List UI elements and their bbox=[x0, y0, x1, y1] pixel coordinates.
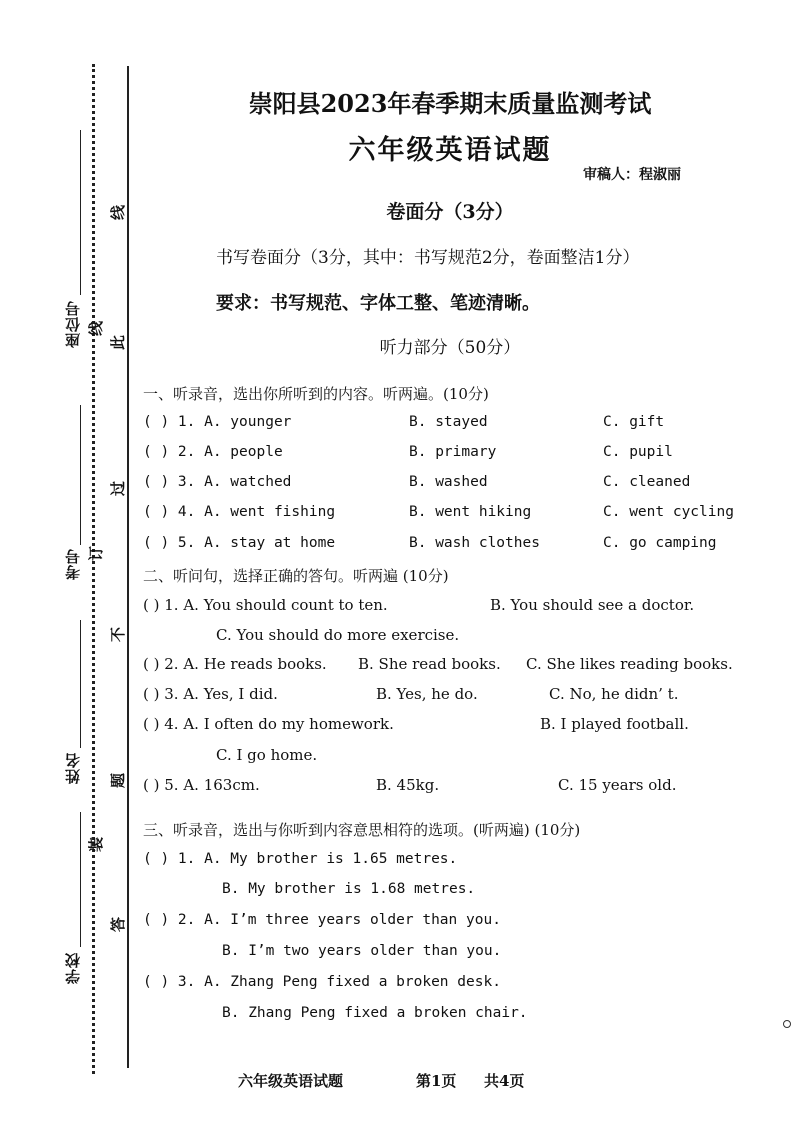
mark-ti: 题 bbox=[109, 772, 128, 789]
s2-q1-option-c: C. You should do more exercise. bbox=[216, 626, 460, 644]
mark-guo: 过 bbox=[109, 480, 128, 497]
name-blank bbox=[80, 620, 81, 748]
mark-da: 答 bbox=[109, 916, 128, 933]
s1-q2-option-b: B. primary bbox=[409, 444, 497, 460]
s1-q1-option-c: C. gift bbox=[603, 414, 665, 430]
name-label: 姓名 bbox=[64, 752, 82, 784]
school-label: 学校 bbox=[64, 952, 82, 984]
s1-q2-option-a: ( ) 2. A. people bbox=[143, 444, 283, 460]
exam-no-blank bbox=[80, 405, 81, 545]
mark-zhuang: 装 bbox=[87, 836, 106, 853]
margin-dot bbox=[783, 1020, 791, 1028]
s2-q2-option-b: B. She read books. bbox=[358, 655, 501, 673]
s3-q1-option-b: B. My brother is 1.68 metres. bbox=[222, 881, 476, 897]
footer-subject: 六年级英语试题 bbox=[238, 1072, 344, 1090]
section3-heading: 三、听录音，选出与你听到内容意思相符的选项。(听两遍) (10分) bbox=[143, 821, 581, 839]
s1-q4-option-b: B. went hiking bbox=[409, 504, 532, 520]
school-blank bbox=[80, 812, 81, 947]
mark-xian-1: 线 bbox=[109, 204, 128, 221]
s2-q4-option-a: ( ) 4. A. I often do my homework. bbox=[143, 715, 394, 733]
s2-q3-option-a: ( ) 3. A. Yes, I did. bbox=[143, 685, 278, 703]
listening-part-title: 听力部分（50分） bbox=[379, 338, 521, 358]
mark-bu: 不 bbox=[109, 626, 128, 643]
s3-q2-option-b: B. I’m two years older than you. bbox=[222, 943, 502, 959]
handwriting-score-note: 书写卷面分（3分，其中：书写规范2分，卷面整洁1分） bbox=[216, 248, 640, 268]
s2-q1-option-a: ( ) 1. A. You should count to ten. bbox=[143, 596, 388, 614]
s2-q5-option-b: B. 45kg. bbox=[376, 776, 440, 794]
exam-subtitle: 六年级英语试题 bbox=[348, 135, 552, 166]
section1-heading: 一、听录音，选出你所听到的内容。听两遍。(10分) bbox=[143, 385, 489, 403]
exam-no-label: 考号 bbox=[64, 548, 82, 580]
footer-total-pages: 共4页 bbox=[484, 1072, 525, 1090]
s3-q1-option-a: ( ) 1. A. My brother is 1.65 metres. bbox=[143, 851, 458, 867]
reviewer: 审稿人：程淑丽 bbox=[583, 167, 681, 183]
s2-q3-option-b: B. Yes, he do. bbox=[376, 685, 478, 703]
footer-page-number: 第1页 bbox=[416, 1072, 457, 1090]
s2-q2-option-c: C. She likes reading books. bbox=[526, 655, 733, 673]
s2-q5-option-a: ( ) 5. A. 163cm. bbox=[143, 776, 260, 794]
s1-q4-option-a: ( ) 4. A. went fishing bbox=[143, 504, 336, 520]
s2-q4-option-c: C. I go home. bbox=[216, 746, 318, 764]
s2-q1-option-b: B. You should see a doctor. bbox=[490, 596, 695, 614]
s1-q5-option-c: C. go camping bbox=[603, 535, 717, 551]
seat-blank bbox=[80, 130, 81, 295]
exam-title: 崇阳县2023年春季期末质量监测考试 bbox=[248, 89, 652, 118]
mark-ci: 此 bbox=[109, 334, 128, 351]
section2-heading: 二、听问句，选择正确的答句。听两遍 (10分) bbox=[143, 567, 449, 585]
s2-q3-option-c: C. No, he didn’ t. bbox=[549, 685, 679, 703]
handwriting-requirement: 要求：书写规范、字体工整、笔迹清晰。 bbox=[216, 293, 540, 314]
handwriting-score-title: 卷面分（3分） bbox=[386, 201, 514, 223]
s2-q5-option-c: C. 15 years old. bbox=[558, 776, 677, 794]
s1-q3-option-a: ( ) 3. A. watched bbox=[143, 474, 292, 490]
s1-q5-option-a: ( ) 5. A. stay at home bbox=[143, 535, 336, 551]
s1-q1-option-a: ( ) 1. A. younger bbox=[143, 414, 292, 430]
s1-q4-option-c: C. went cycling bbox=[603, 504, 734, 520]
dotted-cut-line bbox=[92, 64, 95, 1074]
s2-q2-option-a: ( ) 2. A. He reads books. bbox=[143, 655, 327, 673]
s1-q1-option-b: B. stayed bbox=[409, 414, 488, 430]
s1-q3-option-b: B. washed bbox=[409, 474, 488, 490]
s1-q5-option-b: B. wash clothes bbox=[409, 535, 540, 551]
mark-xian-2: 线 bbox=[87, 320, 106, 337]
s3-q3-option-a: ( ) 3. A. Zhang Peng fixed a broken desk. bbox=[143, 974, 501, 990]
s1-q3-option-c: C. cleaned bbox=[603, 474, 691, 490]
seat-label: 座位号 bbox=[64, 300, 82, 348]
mark-ding: 订 bbox=[87, 545, 106, 562]
s3-q3-option-b: B. Zhang Peng fixed a broken chair. bbox=[222, 1005, 528, 1021]
s1-q2-option-c: C. pupil bbox=[603, 444, 673, 460]
s3-q2-option-a: ( ) 2. A. I’m three years older than you. bbox=[143, 912, 501, 928]
s2-q4-option-b: B. I played football. bbox=[540, 715, 689, 733]
